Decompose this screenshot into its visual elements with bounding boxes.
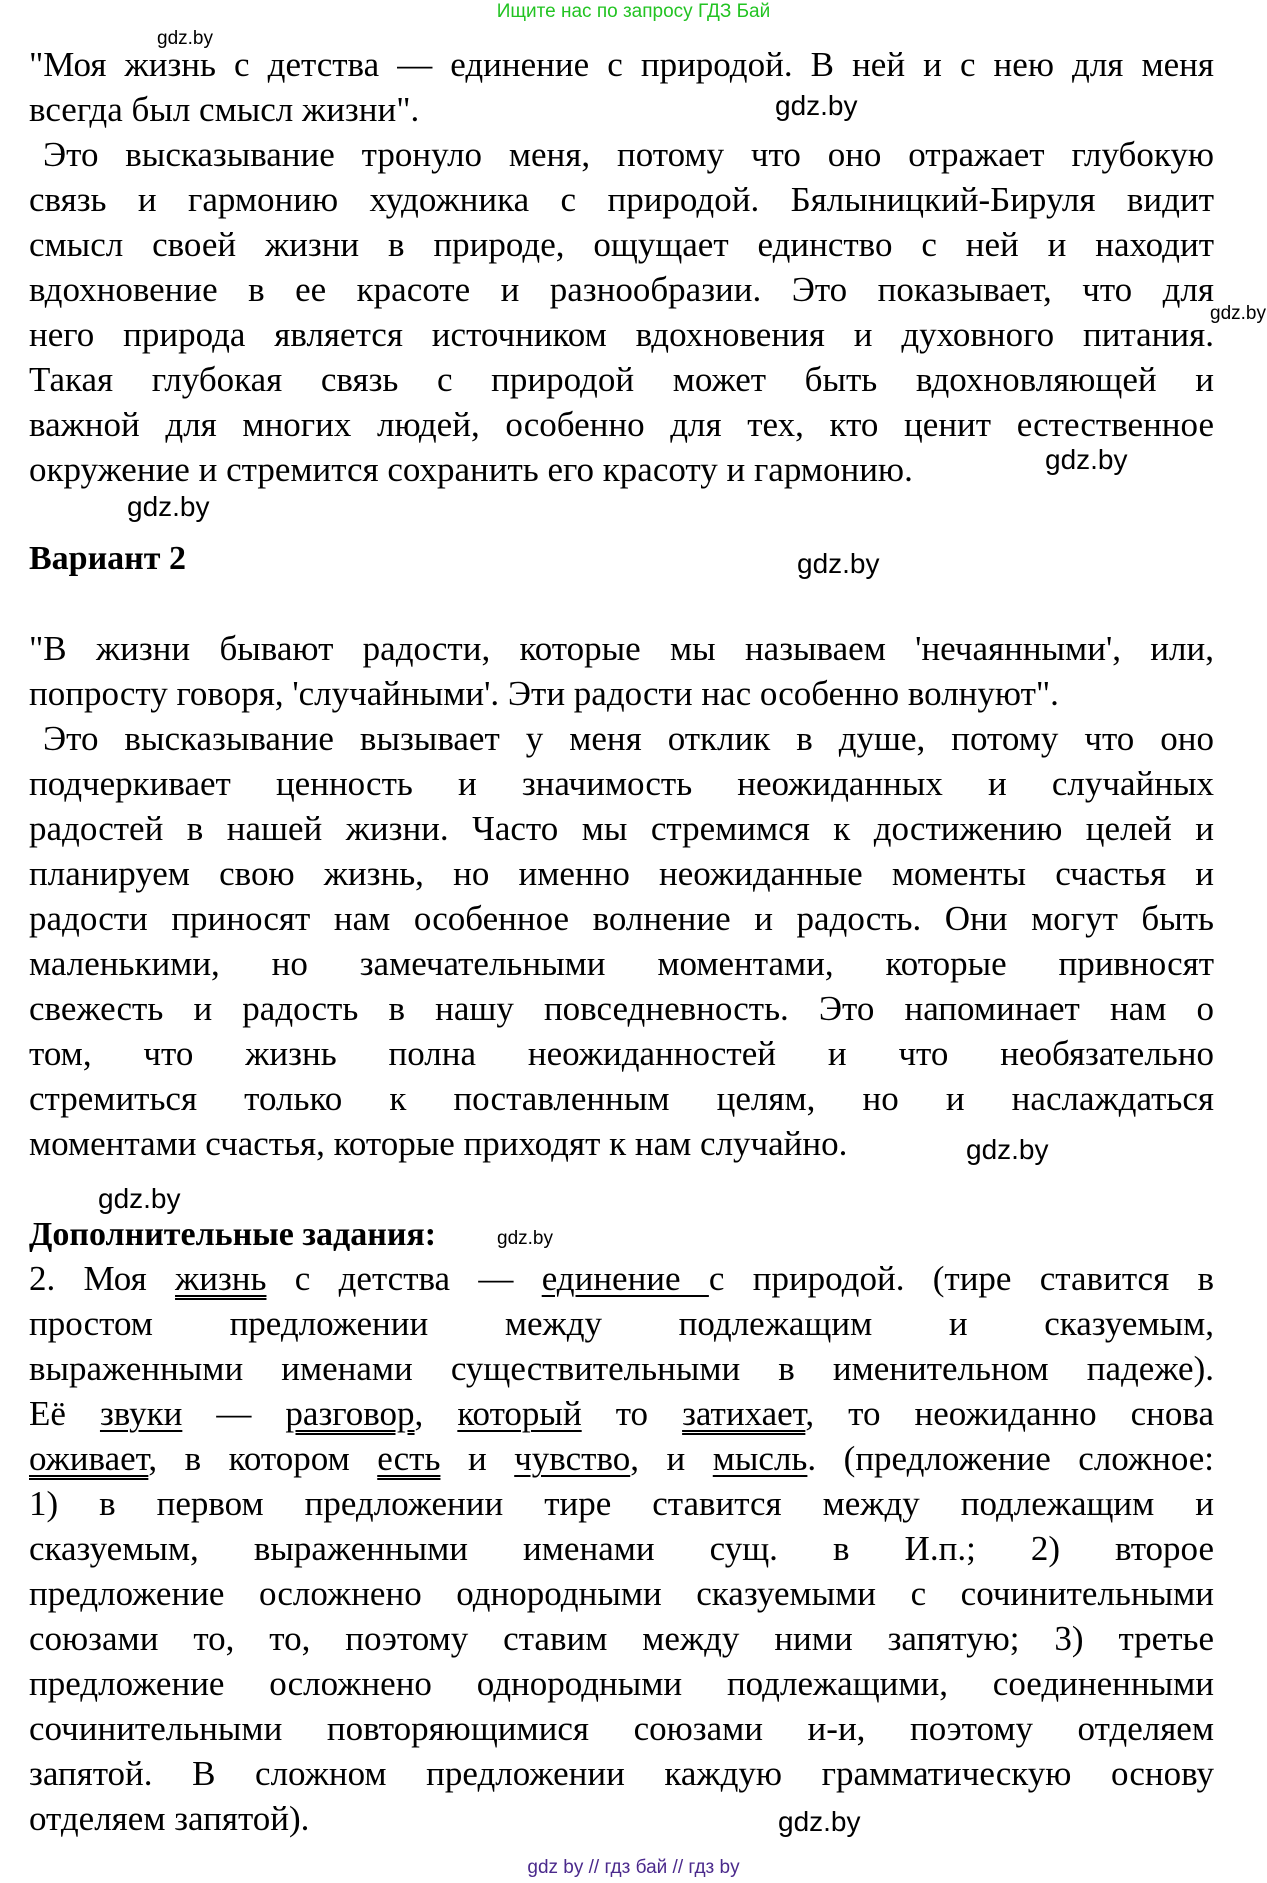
text-segment: то bbox=[581, 1394, 683, 1433]
extra-task-line bbox=[29, 1662, 1214, 1706]
text-segment: простом предложении между подлежащим и сказуемым, bbox=[29, 1304, 1214, 1343]
underlined-word: жизнь bbox=[175, 1259, 267, 1298]
watermark-gdz-by: gdz.by bbox=[1210, 303, 1266, 324]
extra-tasks-heading: Дополнительные задания: bbox=[29, 1216, 437, 1253]
variant-2-heading: Вариант 2 bbox=[29, 540, 186, 577]
answer-1-line: него природа является источником вдохновения и духовного питания. bbox=[29, 315, 1214, 354]
answer-1-line: смысл своей жизни в природе, ощущает единство с ней и находит bbox=[29, 225, 1214, 264]
answer-1-line: вдохновение в ее красоте и разнообразии. Это показывает, что для bbox=[29, 270, 1214, 309]
underlined-word: оживает bbox=[29, 1439, 149, 1478]
text-segment: выраженными именами существительными в именительном падеже). bbox=[29, 1349, 1214, 1388]
answer-2-line: планируем свою жизнь, но именно неожиданные моменты счастья и bbox=[29, 854, 1214, 893]
quote-1-line: всегда был смысл жизни". bbox=[29, 90, 420, 129]
quote-1-line: "Моя жизнь с детства — единение с природой. В ней и с нею для меня bbox=[29, 45, 1214, 84]
quote-2-line: попросту говоря, 'случайными'. Эти радости нас особенно волнуют". bbox=[29, 674, 1059, 713]
answer-2-line: подчеркивает ценность и значимость неожиданных и случайных bbox=[29, 764, 1214, 803]
watermark-gdz-by: gdz.by bbox=[966, 1134, 1049, 1165]
watermark-gdz-by: gdz.by bbox=[157, 28, 213, 49]
underlined-word: затихает bbox=[682, 1394, 806, 1433]
answer-2-line: радости приносят нам особенное волнение и радость. Они могут быть bbox=[29, 899, 1214, 938]
extra-task-line bbox=[29, 1752, 1214, 1796]
watermark-gdz-by: gdz.by bbox=[497, 1228, 553, 1249]
search-banner[interactable]: Ищите нас по запросу ГДЗ Бай bbox=[496, 1, 771, 22]
text-segment: , bbox=[414, 1394, 458, 1433]
underlined-word: звуки bbox=[99, 1394, 183, 1433]
text-segment: сочинительными повторяющимися союзами и-и, поэтому отделяем bbox=[29, 1709, 1214, 1748]
watermark-gdz-by: gdz.by bbox=[778, 1806, 861, 1837]
underlined-word: мысль bbox=[712, 1439, 808, 1478]
extra-task-line bbox=[29, 1572, 1214, 1616]
extra-task-line bbox=[29, 1707, 1214, 1751]
quote-2-line: "В жизни бывают радости, которые мы называем 'нечаянными', или, bbox=[29, 629, 1214, 668]
text-segment: и bbox=[440, 1439, 515, 1478]
text-segment: 2. Моя bbox=[29, 1259, 176, 1298]
extra-task-line bbox=[29, 1482, 1214, 1526]
text-segment: . (предложение сложное: bbox=[807, 1439, 1215, 1478]
text-segment: с детства — bbox=[266, 1259, 542, 1298]
text-segment: сказуемым, выраженными именами сущ. в И.п.; 2) второе bbox=[29, 1529, 1214, 1568]
text-segment: предложение осложнено однородными сказуемыми с сочинительными bbox=[29, 1574, 1214, 1613]
extra-task-line bbox=[29, 1527, 1214, 1571]
text-segment: с природой. (тире ставится в bbox=[708, 1259, 1214, 1298]
answer-2-line: маленькими, но замечательными моментами, которые привносят bbox=[29, 944, 1214, 983]
extra-task-line bbox=[29, 1797, 1214, 1841]
text-segment: — bbox=[182, 1394, 286, 1433]
extra-task-line bbox=[29, 1257, 1214, 1301]
text-segment: отделяем запятой). bbox=[29, 1799, 310, 1838]
watermark-gdz-by: gdz.by bbox=[775, 90, 858, 121]
answer-2-line: свежесть и радость в нашу повседневность. Это напоминает нам о bbox=[29, 989, 1214, 1028]
text-segment: предложение осложнено однородными подлежащими, соединенными bbox=[29, 1664, 1214, 1703]
watermark-gdz-by: gdz.by bbox=[1045, 444, 1128, 475]
text-segment: , и bbox=[630, 1439, 713, 1478]
answer-1-line: Такая глубокая связь с природой может быть вдохновляющей и bbox=[29, 360, 1214, 399]
extra-task-line bbox=[29, 1347, 1214, 1391]
answer-1-line: окружение и стремится сохранить его красоту и гармонию. bbox=[29, 450, 913, 489]
watermark-gdz-by: gdz.by bbox=[797, 548, 880, 579]
extra-task-line bbox=[29, 1437, 1214, 1481]
extra-task-line bbox=[29, 1302, 1214, 1346]
answer-2-line: Это высказывание вызывает у меня отклик в душе, потому что оно bbox=[43, 719, 1214, 758]
extra-task-line bbox=[29, 1617, 1214, 1661]
text-segment: , в котором bbox=[148, 1439, 378, 1478]
answer-2-line: том, что жизнь полна неожиданностей и что необязательно bbox=[29, 1034, 1214, 1073]
text-segment: запятой. В сложном предложении каждую грамматическую основу bbox=[29, 1754, 1214, 1793]
answer-2-line: радостей в нашей жизни. Часто мы стремимся к достижению целей и bbox=[29, 809, 1214, 848]
answer-1-line: Это высказывание тронуло меня, потому что оно отражает глубокую bbox=[43, 135, 1214, 174]
answer-2-line: моментами счастья, которые приходят к нам случайно. bbox=[29, 1124, 848, 1163]
watermark-gdz-by: gdz.by bbox=[127, 491, 210, 522]
answer-1-line: связь и гармонию художника с природой. Бялыницкий-Бируля видит bbox=[29, 180, 1214, 219]
underlined-word: чувство bbox=[514, 1439, 631, 1478]
extra-task-line bbox=[29, 1392, 1214, 1436]
answer-2-line: стремиться только к поставленным целям, но и наслаждаться bbox=[29, 1079, 1214, 1118]
underlined-word: который bbox=[457, 1394, 582, 1433]
text-segment: , то неожиданно снова bbox=[805, 1394, 1215, 1433]
underlined-word: разговор bbox=[285, 1394, 415, 1433]
watermark-gdz-by: gdz.by bbox=[98, 1183, 181, 1214]
text-segment: союзами то, то, поэтому ставим между ними запятую; 3) третье bbox=[29, 1619, 1214, 1658]
underlined-word: единение bbox=[541, 1259, 709, 1298]
footer-links[interactable]: gdz by // гдз бай // гдз by bbox=[527, 1857, 740, 1878]
text-segment: Её bbox=[29, 1394, 100, 1433]
answer-1-line: важной для многих людей, особенно для тех, кто ценит естественное bbox=[29, 405, 1214, 444]
text-segment: 1) в первом предложении тире ставится между подлежащим и bbox=[29, 1484, 1214, 1523]
underlined-word: есть bbox=[377, 1439, 441, 1478]
